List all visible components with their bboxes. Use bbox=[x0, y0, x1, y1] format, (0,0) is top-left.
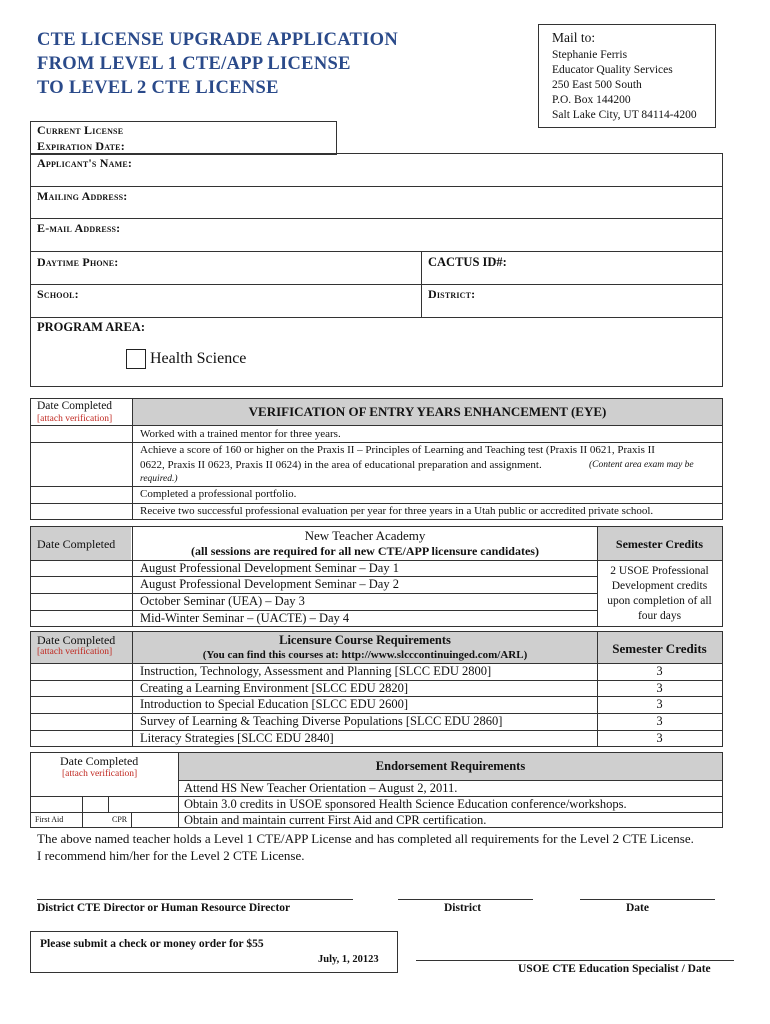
mail-to-heading: Mail to: bbox=[552, 30, 596, 45]
nta-subheading: (all sessions are required for all new CTE/APP licensure candidates) bbox=[191, 544, 539, 558]
eye-attach-verification: [attach verification] bbox=[37, 414, 113, 424]
lcr-date-completed: Date Completed bbox=[37, 633, 116, 647]
eye-row-note: (Content area exam may be bbox=[589, 460, 694, 470]
title-line-3: TO LEVEL 2 CTE LICENSE bbox=[37, 78, 279, 98]
lcr-course: Survey of Learning & Teaching Diverse Populations [SLCC EDU 2860] bbox=[140, 714, 503, 728]
lcr-credits: 3 bbox=[656, 681, 663, 695]
applicant-name-field[interactable]: Applicant's Name: bbox=[37, 156, 133, 170]
nta-row: October Seminar (UEA) – Day 3 bbox=[140, 594, 305, 608]
lcr-credits: 3 bbox=[656, 697, 663, 711]
director-signature-line[interactable] bbox=[37, 899, 353, 900]
mail-line: Stephanie Ferris bbox=[552, 49, 628, 61]
endorse-heading: Endorsement Requirements bbox=[375, 759, 526, 773]
nta-date-completed: Date Completed bbox=[37, 537, 116, 551]
endorse-row: Obtain 3.0 credits in USOE sponsored Health Science Education conference/workshops. bbox=[184, 797, 627, 811]
mail-line: P.O. Box 144200 bbox=[552, 94, 631, 106]
eye-date-completed: Date Completed bbox=[37, 400, 113, 412]
date-signature-line[interactable] bbox=[580, 899, 715, 900]
nta-credit-note: 2 USOE Professional Development credits upon completion of all four days bbox=[607, 565, 712, 622]
email-field[interactable]: E-mail Address: bbox=[37, 221, 121, 235]
title-line-2: FROM LEVEL 1 CTE/APP LICENSE bbox=[37, 54, 351, 74]
eye-row: Achieve a score of 160 or higher on the Praxis II – Principles of Learning and Teaching test (Praxis II 0621, Praxis II bbox=[140, 444, 655, 456]
endorse-attach-verification: [attach verification] bbox=[62, 769, 138, 779]
lcr-course: Literacy Strategies [SLCC EDU 2840] bbox=[140, 731, 334, 745]
first-aid-label: First Aid bbox=[35, 815, 64, 824]
mail-line: Educator Quality Services bbox=[552, 64, 673, 76]
eye-row: 0622, Praxis II 0623, Praxis II 0624) in the area of educational preparation and assignment. bbox=[140, 459, 542, 471]
endorse-row: Attend HS New Teacher Orientation – August 2, 2011. bbox=[184, 781, 458, 795]
cactus-id-field[interactable]: CACTUS ID#: bbox=[428, 255, 507, 269]
nta-row: August Professional Development Seminar – Day 1 bbox=[140, 561, 399, 575]
eye-row-note: required.) bbox=[140, 474, 178, 484]
nta-credits-heading: Semester Credits bbox=[615, 537, 704, 551]
director-label: District CTE Director or Human Resource Director bbox=[37, 902, 291, 914]
statement-line: I recommend him/her for the Level 2 CTE License. bbox=[37, 848, 305, 863]
program-area-label: PROGRAM AREA: bbox=[37, 320, 145, 334]
eye-row: Receive two successful professional evaluation per year for three years in a Utah public or accredited private school. bbox=[140, 505, 654, 517]
health-science-label: Health Science bbox=[150, 350, 247, 367]
eye-row: Worked with a trained mentor for three years. bbox=[140, 428, 341, 440]
lcr-course: Introduction to Special Education [SLCC EDU 2600] bbox=[140, 697, 409, 711]
school-field[interactable]: School: bbox=[37, 287, 79, 301]
current-license-label: Current License bbox=[37, 123, 124, 137]
lcr-heading: Licensure Course Requirements bbox=[279, 633, 451, 647]
payment-note: Please submit a check or money order for $55 bbox=[40, 938, 264, 950]
lcr-credits: 3 bbox=[656, 731, 663, 745]
eye-heading: VERIFICATION OF ENTRY YEARS ENHANCEMENT (EYE) bbox=[248, 404, 607, 419]
endorse-row: Obtain and maintain current First Aid and CPR certification. bbox=[184, 813, 487, 827]
cpr-label: CPR bbox=[112, 815, 128, 824]
daytime-phone-field[interactable]: Daytime Phone: bbox=[37, 255, 119, 269]
specialist-signature-line[interactable] bbox=[416, 960, 734, 961]
endorse-date-completed: Date Completed bbox=[60, 754, 139, 768]
date-label: Date bbox=[626, 902, 649, 914]
district-label: District bbox=[444, 902, 482, 914]
district-field[interactable]: District: bbox=[428, 287, 476, 301]
lcr-course: Instruction, Technology, Assessment and Planning [SLCC EDU 2800] bbox=[140, 664, 492, 678]
payment-date: July, 1, 20123 bbox=[318, 954, 379, 965]
lcr-credits-heading: Semester Credits bbox=[612, 641, 707, 656]
specialist-label: USOE CTE Education Specialist / Date bbox=[518, 963, 711, 975]
nta-row: August Professional Development Seminar – Day 2 bbox=[140, 577, 399, 591]
eye-row: Completed a professional portfolio. bbox=[140, 488, 297, 500]
health-science-checkbox[interactable] bbox=[126, 349, 146, 369]
mailing-address-field[interactable]: Mailing Address: bbox=[37, 189, 128, 203]
lcr-subheading: (You can find this courses at: http://www.slcccontinuinged.com/ARL) bbox=[202, 649, 528, 661]
statement-line: The above named teacher holds a Level 1 CTE/APP License and has completed all requirements for the Level 2 CTE License. bbox=[37, 831, 694, 846]
page-title bbox=[37, 28, 398, 100]
lcr-credits: 3 bbox=[656, 664, 663, 678]
expiration-date-label: Expiration Date: bbox=[37, 139, 125, 153]
mail-line: Salt Lake City, UT 84114-4200 bbox=[552, 109, 697, 121]
lcr-credits: 3 bbox=[656, 714, 663, 728]
district-signature-line[interactable] bbox=[398, 899, 533, 900]
title-line-1: CTE LICENSE UPGRADE APPLICATION bbox=[37, 30, 399, 50]
mail-line: 250 East 500 South bbox=[552, 79, 642, 91]
nta-heading: New Teacher Academy bbox=[304, 528, 426, 543]
lcr-attach-verification: [attach verification] bbox=[37, 647, 113, 657]
nta-row: Mid-Winter Seminar – (UACTE) – Day 4 bbox=[140, 611, 350, 625]
lcr-course: Creating a Learning Environment [SLCC EDU 2820] bbox=[140, 681, 408, 695]
